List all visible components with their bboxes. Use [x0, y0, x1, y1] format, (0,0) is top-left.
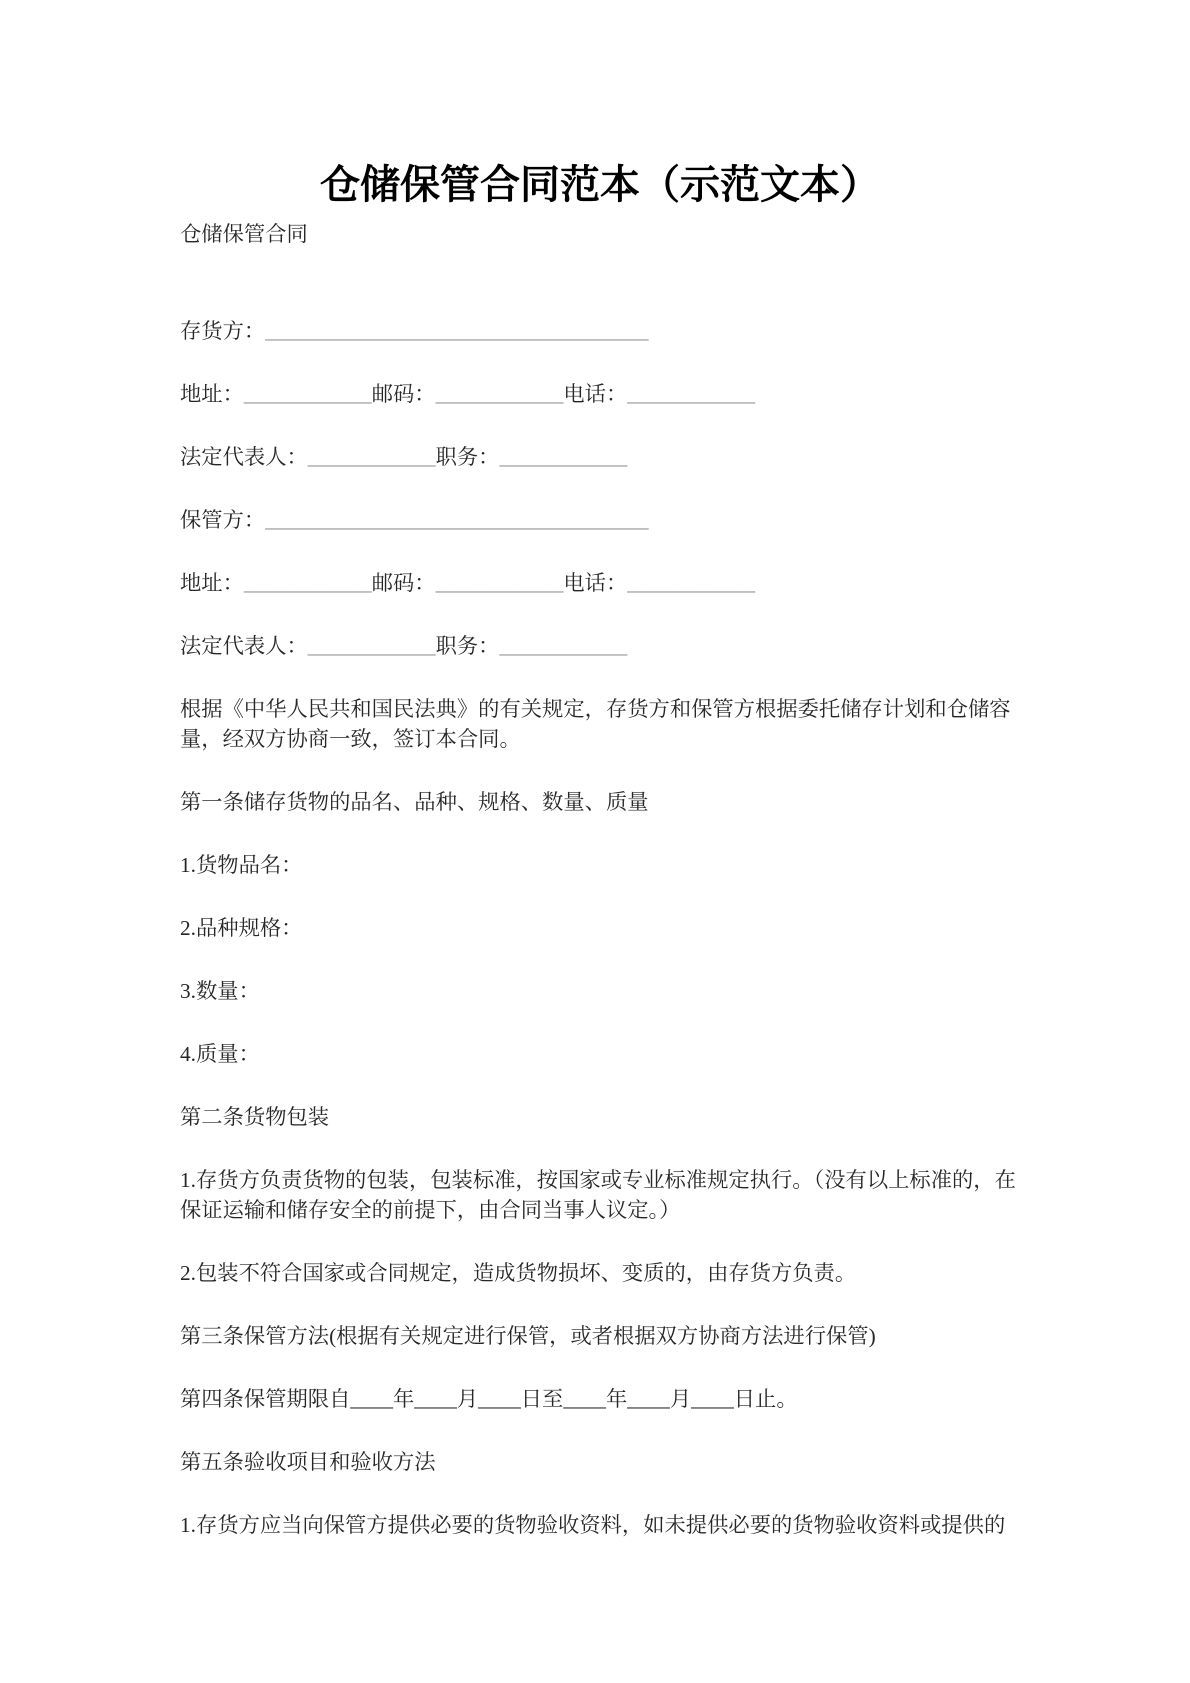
custodian-rep-blank: ____________ [307, 634, 436, 658]
intro-paragraph: 根据《中华人民共和国民法典》的有关规定，存货方和保管方根据委托储存计划和仓储容量，经双方协商一致，签订本合同。 [180, 697, 1011, 751]
custodian-zip-blank: ____________ [435, 571, 564, 595]
depositor-title-blank: ____________ [499, 445, 628, 469]
depositor-title-label: 职务： [435, 445, 500, 469]
depositor-address-blank: ____________ [243, 382, 372, 406]
depositor-contact-row [180, 379, 1030, 409]
depositor-blank-line: ____________________________________ [265, 319, 649, 343]
article2-item-2: 2.包装不符合国家或合同规定，造成货物损坏、变质的，由存货方负责。 [180, 1261, 857, 1285]
depositor-tel-label: 电话： [563, 382, 628, 406]
custodian-row [180, 505, 1030, 535]
depositor-zip-label: 邮码： [371, 382, 436, 406]
custodian-address-blank: ____________ [243, 571, 372, 595]
depositor-label: 存货方： [180, 319, 266, 343]
document-subtitle: 仓储保管合同 [180, 222, 308, 246]
custodian-blank-line: ____________________________________ [265, 508, 649, 532]
custodian-address-label: 地址： [180, 571, 244, 595]
depositor-rep-row [180, 442, 1030, 472]
article1-item-3: 3.数量： [180, 979, 260, 1003]
article2-heading: 第二条货物包装 [180, 1105, 330, 1129]
depositor-row [180, 316, 1030, 346]
article5-heading: 第五条验收项目和验收方法 [180, 1450, 436, 1474]
depositor-address-label: 地址： [180, 382, 244, 406]
document-title: 仓储保管合同范本（示范文本） [320, 162, 880, 207]
custodian-tel-label: 电话： [563, 571, 628, 595]
article4-paragraph: 第四条保管期限自____年____月____日至____年____月____日止。 [180, 1387, 798, 1411]
depositor-zip-blank: ____________ [435, 382, 564, 406]
article5-item-1: 1.存货方应当向保管方提供必要的货物验收资料，如未提供必要的货物验收资料或提供的 [180, 1513, 1006, 1537]
article1-heading: 第一条储存货物的品名、品种、规格、数量、质量 [180, 790, 649, 814]
custodian-title-label: 职务： [435, 634, 500, 658]
custodian-label: 保管方： [180, 508, 266, 532]
article1-item-4: 4.质量： [180, 1042, 260, 1066]
depositor-rep-blank: ____________ [307, 445, 436, 469]
custodian-rep-label: 法定代表人： [180, 634, 308, 658]
custodian-title-blank: ____________ [499, 634, 628, 658]
article3-paragraph: 第三条保管方法(根据有关规定进行保管，或者根据双方协商方法进行保管) [180, 1324, 876, 1348]
depositor-tel-blank: ____________ [627, 382, 756, 406]
article1-item-1: 1.货物品名： [180, 853, 303, 877]
custodian-zip-label: 邮码： [371, 571, 436, 595]
custodian-rep-row [180, 631, 1030, 661]
article1-item-2: 2.品种规格： [180, 916, 303, 940]
custodian-tel-blank: ____________ [627, 571, 756, 595]
custodian-contact-row [180, 568, 1030, 598]
depositor-rep-label: 法定代表人： [180, 445, 308, 469]
article2-item-1: 1.存货方负责货物的包装，包装标准，按国家或专业标准规定执行。（没有以上标准的，在保证运输和储存安全的前提下，由合同当事人议定。） [180, 1168, 1016, 1222]
